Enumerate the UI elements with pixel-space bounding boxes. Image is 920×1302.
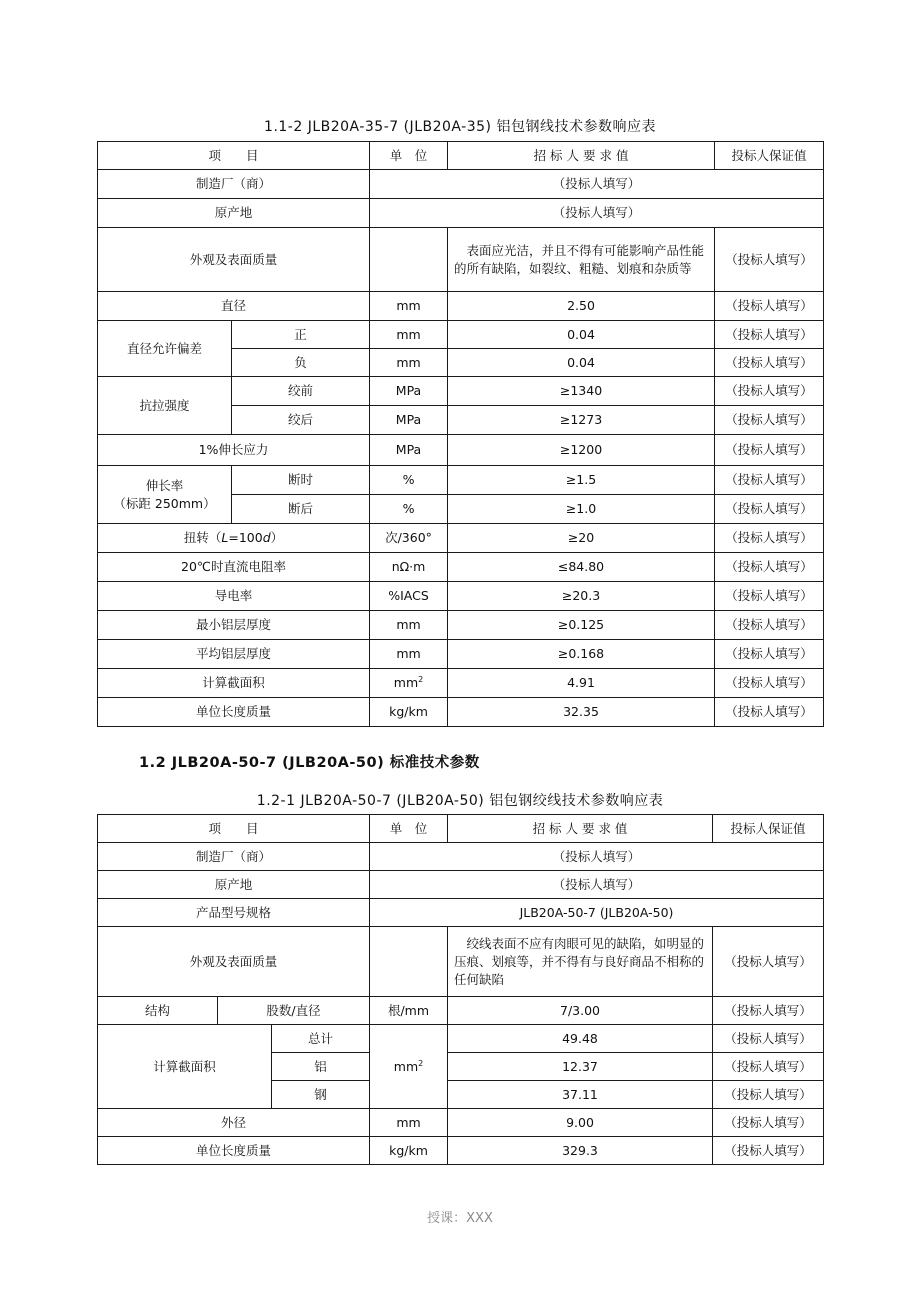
- table1: [97, 141, 824, 727]
- row-label: [98, 524, 370, 553]
- table-row: [98, 228, 824, 292]
- table-row: [98, 1137, 824, 1165]
- row-label: 计算截面积: [98, 1025, 272, 1109]
- table-row: [98, 927, 824, 997]
- row-requirement: 37.11: [448, 1081, 713, 1109]
- row-unit: %: [370, 495, 448, 524]
- row-bid: （投标人填写）: [715, 466, 824, 495]
- row-bid: （投标人填写）: [713, 997, 824, 1025]
- row-requirement: ≥1.5: [448, 466, 715, 495]
- row-unit: [370, 927, 448, 997]
- row-bid: （投标人填写）: [715, 377, 824, 406]
- row-value: （投标人填写）: [370, 871, 824, 899]
- header-item: 项 目: [98, 815, 370, 843]
- table2: [97, 814, 824, 1165]
- row-bid: （投标人填写）: [713, 1081, 824, 1109]
- row-unit: [370, 1025, 448, 1109]
- row-value: JLB20A-50-7 (JLB20A-50): [370, 899, 824, 927]
- header-unit: 单 位: [370, 142, 448, 170]
- row-sublabel: 负: [232, 349, 370, 377]
- row-label: 单位长度质量: [98, 1137, 370, 1165]
- row-requirement: ≥0.168: [448, 640, 715, 669]
- row-sublabel: 钢: [272, 1081, 370, 1109]
- row-bid: （投标人填写）: [715, 406, 824, 435]
- unit-text: mm: [393, 1058, 419, 1074]
- row-label: 最小铝层厚度: [98, 611, 370, 640]
- row-unit: [370, 228, 448, 292]
- row-requirement: 329.3: [448, 1137, 713, 1165]
- table-row: [98, 611, 824, 640]
- table-row: [98, 640, 824, 669]
- row-requirement: 0.04: [448, 349, 715, 377]
- row-requirement: 表面应光洁，并且不得有可能影响产品性能的所有缺陷，如裂纹、粗糙、划痕和杂质等: [448, 228, 715, 292]
- row-unit: mm: [370, 321, 448, 349]
- header-requirement: 招 标 人 要 求 值: [448, 142, 715, 170]
- row-value: （投标人填写）: [370, 199, 824, 228]
- row-unit: mm: [370, 1109, 448, 1137]
- row-sublabel: 断时: [232, 466, 370, 495]
- row-unit: 根/mm: [370, 997, 448, 1025]
- header-requirement: 招 标 人 要 求 值: [448, 815, 713, 843]
- row-sublabel: 断后: [232, 495, 370, 524]
- row-bid: （投标人填写）: [713, 1109, 824, 1137]
- row-label: 制造厂（商）: [98, 843, 370, 871]
- row-label: 产品型号规格: [98, 899, 370, 927]
- table1-caption: 1.1-2 JLB20A-35-7 (JLB20A-35) 铝包钢线技术参数响应表: [264, 119, 656, 135]
- row-label: [98, 466, 232, 524]
- row-label: 外观及表面质量: [98, 228, 370, 292]
- row-bid: （投标人填写）: [715, 640, 824, 669]
- table-header-row: [98, 815, 824, 843]
- row-label: 抗拉强度: [98, 377, 232, 435]
- row-unit: mm: [370, 640, 448, 669]
- row-bid: （投标人填写）: [715, 349, 824, 377]
- row-unit: MPa: [370, 435, 448, 466]
- row-bid: （投标人填写）: [713, 927, 824, 997]
- row-label: 外观及表面质量: [98, 927, 370, 997]
- row-label: 导电率: [98, 582, 370, 611]
- row-requirement: ≥1.0: [448, 495, 715, 524]
- row-unit: mm: [370, 611, 448, 640]
- header-bid: 投标人保证值: [715, 142, 824, 170]
- row-bid: （投标人填写）: [715, 669, 824, 698]
- row-label: 20℃时直流电阻率: [98, 553, 370, 582]
- row-bid: （投标人填写）: [715, 582, 824, 611]
- table-row: [98, 899, 824, 927]
- row-unit: %IACS: [370, 582, 448, 611]
- table-row: [98, 582, 824, 611]
- row-requirement: 0.04: [448, 321, 715, 349]
- row-bid: （投标人填写）: [715, 611, 824, 640]
- row-label: 计算截面积: [98, 669, 370, 698]
- table-row: [98, 698, 824, 727]
- row-label: 1%伸长应力: [98, 435, 370, 466]
- row-bid: （投标人填写）: [715, 524, 824, 553]
- header-item: 项 目: [98, 142, 370, 170]
- row-bid: （投标人填写）: [715, 698, 824, 727]
- row-requirement: 4.91: [448, 669, 715, 698]
- row-requirement: ≥20.3: [448, 582, 715, 611]
- unit-superscript: 2: [418, 1058, 424, 1068]
- row-sublabel: 铝: [272, 1053, 370, 1081]
- section-heading: 1.2 JLB20A-50-7 (JLB20A-50) 标准技术参数: [139, 755, 480, 771]
- row-unit: 次/360°: [370, 524, 448, 553]
- unit-superscript: 2: [418, 674, 424, 684]
- table-row: [98, 524, 824, 553]
- row-unit: %: [370, 466, 448, 495]
- row-bid: （投标人填写）: [713, 1025, 824, 1053]
- row-sublabel: 股数/直径: [218, 997, 370, 1025]
- torsion-label-b: =100: [228, 530, 263, 545]
- row-requirement: ≤84.80: [448, 553, 715, 582]
- table-row: [98, 435, 824, 466]
- table-row: [98, 292, 824, 321]
- row-label: 制造厂（商）: [98, 170, 370, 199]
- row-unit: mm: [370, 349, 448, 377]
- table-row: [98, 377, 824, 406]
- row-unit: mm: [370, 292, 448, 321]
- row-requirement: ≥20: [448, 524, 715, 553]
- row-bid: （投标人填写）: [713, 1137, 824, 1165]
- row-sublabel: 总计: [272, 1025, 370, 1053]
- row-requirement: 12.37: [448, 1053, 713, 1081]
- row-label: 平均铝层厚度: [98, 640, 370, 669]
- row-bid: （投标人填写）: [715, 495, 824, 524]
- row-requirement: 9.00: [448, 1109, 713, 1137]
- table-row: [98, 843, 824, 871]
- row-unit: [370, 669, 448, 698]
- table-row: [98, 1109, 824, 1137]
- table-row: [98, 997, 824, 1025]
- row-requirement: 7/3.00: [448, 997, 713, 1025]
- row-requirement: ≥1273: [448, 406, 715, 435]
- row-requirement: 2.50: [448, 292, 715, 321]
- row-requirement: 49.48: [448, 1025, 713, 1053]
- elongation-label: 伸长率: [145, 477, 184, 493]
- row-sublabel: 绞后: [232, 406, 370, 435]
- row-sublabel: 绞前: [232, 377, 370, 406]
- table-row: [98, 1025, 824, 1053]
- table-row: [98, 466, 824, 495]
- torsion-label-c: ）: [270, 530, 284, 545]
- table-row: [98, 553, 824, 582]
- torsion-label-d: d: [262, 530, 271, 545]
- table-row: [98, 669, 824, 698]
- row-bid: （投标人填写）: [715, 228, 824, 292]
- row-unit: kg/km: [370, 698, 448, 727]
- table-row: [98, 170, 824, 199]
- row-value: （投标人填写）: [370, 843, 824, 871]
- header-unit: 单 位: [370, 815, 448, 843]
- row-bid: （投标人填写）: [715, 553, 824, 582]
- row-requirement: 32.35: [448, 698, 715, 727]
- row-requirement: ≥0.125: [448, 611, 715, 640]
- row-label: 原产地: [98, 199, 370, 228]
- row-unit: nΩ·m: [370, 553, 448, 582]
- row-label: 直径: [98, 292, 370, 321]
- row-requirement: 绞线表面不应有肉眼可见的缺陷，如明显的压痕、划痕等，并不得有与良好商品不相称的任何缺陷: [448, 927, 713, 997]
- row-label: 外径: [98, 1109, 370, 1137]
- row-bid: （投标人填写）: [715, 292, 824, 321]
- row-label: 单位长度质量: [98, 698, 370, 727]
- row-unit: MPa: [370, 406, 448, 435]
- table-header-row: [98, 142, 824, 170]
- table-row: [98, 871, 824, 899]
- row-unit: MPa: [370, 377, 448, 406]
- row-bid: （投标人填写）: [715, 321, 824, 349]
- elongation-gauge-label: （标距 250mm）: [113, 495, 216, 511]
- table2-caption: 1.2-1 JLB20A-50-7 (JLB20A-50) 铝包钢绞线技术参数响应表: [256, 793, 664, 809]
- row-label: 直径允许偏差: [98, 321, 232, 377]
- row-bid: （投标人填写）: [713, 1053, 824, 1081]
- header-bid: 投标人保证值: [713, 815, 824, 843]
- unit-text: mm: [393, 675, 419, 690]
- row-requirement: ≥1200: [448, 435, 715, 466]
- row-unit: kg/km: [370, 1137, 448, 1165]
- row-requirement: ≥1340: [448, 377, 715, 406]
- table-row: [98, 199, 824, 228]
- torsion-label-l: L: [221, 530, 229, 545]
- row-label: 原产地: [98, 871, 370, 899]
- table-row: [98, 321, 824, 349]
- page-footer: 授课：XXX: [427, 1211, 493, 1226]
- torsion-label-a: 扭转（: [183, 530, 222, 545]
- row-value: （投标人填写）: [370, 170, 824, 199]
- row-label: 结构: [98, 997, 218, 1025]
- row-bid: （投标人填写）: [715, 435, 824, 466]
- row-sublabel: 正: [232, 321, 370, 349]
